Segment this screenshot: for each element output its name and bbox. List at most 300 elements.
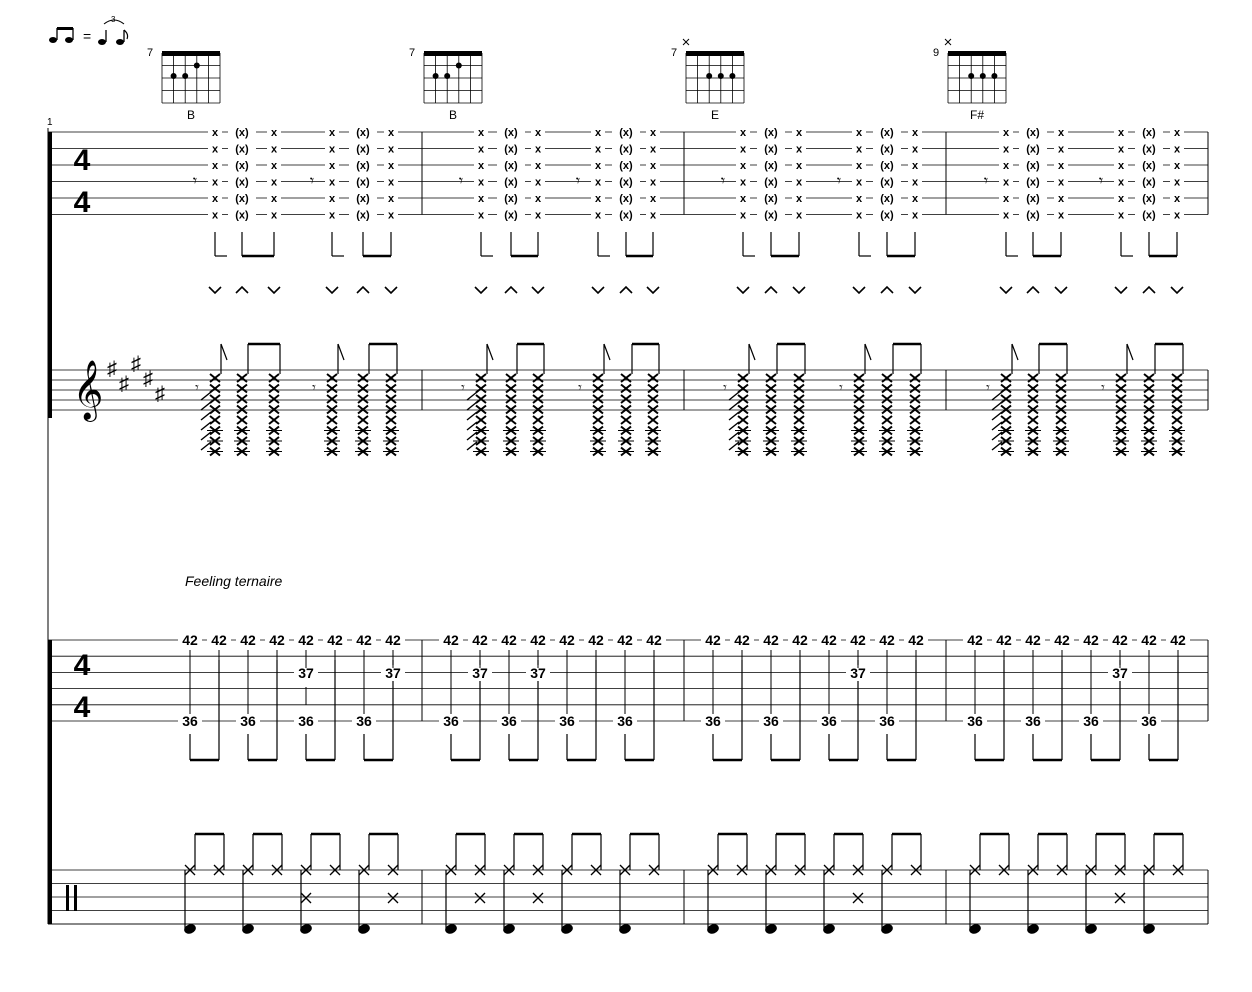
chord-dot (706, 73, 712, 79)
mute-note: x (911, 209, 919, 222)
mute-note: x (795, 160, 803, 172)
strum-arpeggio (729, 432, 739, 440)
snare-note: 37 (385, 665, 401, 681)
hihat-note: 42 (1112, 632, 1128, 648)
downstroke-icon (1171, 287, 1183, 293)
ghost-note: (x) (235, 143, 249, 156)
chord-dot (433, 73, 439, 79)
chord-diagram-b (162, 51, 220, 103)
ghost-note: (x) (619, 209, 633, 222)
downstroke-icon (853, 287, 865, 293)
hihat-note: 42 (617, 632, 633, 648)
strum-arpeggio (467, 432, 477, 440)
time-signature-bottom: 4 (73, 186, 91, 219)
mute-note: x (328, 127, 336, 139)
chord-dot (729, 73, 735, 79)
eighth-rest-icon: 𝄾 (986, 379, 990, 395)
upstroke-icon (1027, 287, 1039, 293)
eighth-rest-icon: 𝄾 (192, 173, 198, 190)
bass-note: 36 (443, 713, 459, 729)
mute-note: x (328, 193, 336, 205)
percussion-clef-icon (74, 885, 77, 911)
ghost-note: (x) (235, 193, 249, 205)
mute-note: x (270, 209, 278, 222)
mute-note: x (387, 209, 395, 222)
chord-dot (194, 63, 200, 69)
system-bracket (48, 132, 52, 418)
strum-arpeggio (992, 412, 1002, 420)
downstroke-icon (268, 287, 280, 293)
ghost-note: (x) (1142, 209, 1156, 222)
eighth-rest-icon: 𝄾 (575, 173, 581, 190)
strum-arpeggio (729, 422, 739, 430)
sharp-icon: ♯ (119, 373, 129, 395)
ghost-note: (x) (764, 143, 778, 156)
mute-note: x (594, 209, 602, 222)
mute-note: x (739, 193, 747, 205)
mute-note: x (1173, 127, 1181, 139)
note-flag (1127, 344, 1133, 360)
mute-note: x (911, 160, 919, 172)
mute-note: x (477, 176, 485, 189)
chord-dot (991, 73, 997, 79)
eighth-rest-icon: 𝄾 (720, 173, 726, 190)
bass-note: 36 (967, 713, 983, 729)
ghost-note: (x) (1026, 127, 1040, 139)
ghost-note: (x) (1026, 193, 1040, 205)
mute-note: x (387, 127, 395, 139)
mute-note: x (739, 127, 747, 139)
ghost-note: (x) (504, 160, 518, 172)
hihat-note: 42 (443, 632, 459, 648)
ghost-note: (x) (764, 193, 778, 205)
upstroke-icon (620, 287, 632, 293)
ghost-note: (x) (764, 160, 778, 172)
strum-arpeggio (201, 392, 211, 400)
mute-note: x (795, 193, 803, 205)
mute-note: x (855, 160, 863, 172)
strum-arpeggio (729, 402, 739, 410)
bass-note: 36 (1083, 713, 1099, 729)
hihat-note: 42 (763, 632, 779, 648)
strum-arpeggio (201, 402, 211, 410)
mute-note: x (911, 193, 919, 205)
hihat-note: 42 (821, 632, 837, 648)
hihat-note: 42 (501, 632, 517, 648)
ghost-note: (x) (235, 209, 249, 222)
mute-note: x (795, 209, 803, 222)
mute-note: x (534, 127, 542, 139)
chord-barre-nut (686, 51, 744, 56)
mute-note: x (855, 176, 863, 189)
downstroke-icon (475, 287, 487, 293)
downstroke-icon (737, 287, 749, 293)
measure-number: 1 (47, 117, 53, 128)
eighth-rest-icon: 𝄾 (1098, 173, 1104, 190)
hihat-note: 42 (182, 632, 198, 648)
eighth-rest-icon: 𝄾 (458, 173, 464, 190)
strum-arpeggio (201, 412, 211, 420)
ghost-note: (x) (880, 127, 894, 139)
ghost-note: (x) (504, 127, 518, 139)
mute-note: x (594, 143, 602, 156)
chord-diagram-b (424, 51, 482, 103)
mute-note: x (594, 176, 602, 189)
strum-arpeggio (992, 402, 1002, 410)
chord-dot (980, 73, 986, 79)
chord-fret-position: 7 (409, 47, 416, 59)
strum-arpeggio (467, 412, 477, 420)
downstroke-icon (209, 287, 221, 293)
downstroke-icon (385, 287, 397, 293)
strum-arpeggio (201, 422, 211, 430)
ghost-note: (x) (619, 176, 633, 189)
strum-arpeggio (467, 422, 477, 430)
sharp-icon: ♯ (143, 368, 153, 390)
hihat-note: 42 (472, 632, 488, 648)
ghost-note: (x) (356, 127, 370, 139)
sharp-icon: ♯ (155, 383, 165, 405)
mute-note: x (270, 176, 278, 189)
sharp-icon: ♯ (107, 358, 117, 380)
eighth-rest-icon: 𝄾 (983, 173, 989, 190)
eighth-rest-icon: 𝄾 (723, 379, 727, 395)
chord-fret-position: 7 (147, 47, 154, 59)
bass-note: 36 (501, 713, 517, 729)
strum-arpeggio (467, 392, 477, 400)
mute-note: x (594, 160, 602, 172)
ghost-note: (x) (1142, 143, 1156, 156)
mute-note: x (270, 193, 278, 205)
bass-note: 36 (879, 713, 895, 729)
percussion-clef-icon (66, 885, 69, 911)
ghost-note: (x) (619, 143, 633, 156)
chord-dot (444, 73, 450, 79)
mute-note: x (594, 193, 602, 205)
ghost-note: (x) (356, 143, 370, 156)
hihat-note: 42 (908, 632, 924, 648)
mute-note: x (387, 160, 395, 172)
mute-note: x (1117, 127, 1125, 139)
ghost-note: (x) (764, 127, 778, 139)
hihat-note: 42 (734, 632, 750, 648)
ghost-note: (x) (880, 176, 894, 189)
mute-note: x (270, 160, 278, 172)
chord-name: B (186, 108, 195, 122)
mute-note: x (534, 193, 542, 205)
bass-note: 36 (705, 713, 721, 729)
ghost-note: (x) (1142, 160, 1156, 172)
time-signature-bottom: 4 (73, 691, 91, 724)
upstroke-icon (357, 287, 369, 293)
mute-note: x (534, 209, 542, 222)
hihat-note: 42 (879, 632, 895, 648)
note-flag (1012, 344, 1018, 360)
mute-note: x (911, 143, 919, 156)
mute-note: x (211, 209, 219, 222)
strum-arpeggio (201, 442, 211, 450)
mute-note: x (477, 143, 485, 156)
mute-note: x (534, 143, 542, 156)
mute-note: x (1057, 209, 1065, 222)
note-flag (487, 344, 493, 360)
hihat-note: 42 (269, 632, 285, 648)
ghost-note: (x) (1142, 127, 1156, 139)
mute-note: x (649, 143, 657, 156)
bass-note: 36 (821, 713, 837, 729)
mute-note: x (855, 209, 863, 222)
hihat-note: 42 (356, 632, 372, 648)
ghost-note: (x) (235, 127, 249, 139)
ghost-note: (x) (619, 160, 633, 172)
mute-note: x (477, 209, 485, 222)
mute-note: x (1173, 193, 1181, 205)
mute-note: x (855, 193, 863, 205)
mute-note: x (795, 143, 803, 156)
snare-note: 37 (850, 665, 866, 681)
chord-diagram-fsharp (945, 39, 1006, 103)
mute-note: x (534, 176, 542, 189)
downstroke-icon (1055, 287, 1067, 293)
upstroke-icon (1143, 287, 1155, 293)
mute-note: x (594, 127, 602, 139)
chord-dot (718, 73, 724, 79)
mute-note: x (739, 160, 747, 172)
mute-note: x (795, 176, 803, 189)
eighth-rest-icon: 𝄾 (836, 173, 842, 190)
chord-dot (171, 73, 177, 79)
chord-dot (456, 63, 462, 69)
ghost-note: (x) (880, 209, 894, 222)
mute-note: x (1173, 143, 1181, 156)
mute-note: x (477, 160, 485, 172)
bass-note: 36 (240, 713, 256, 729)
bass-note: 36 (1025, 713, 1041, 729)
mute-note: x (1057, 160, 1065, 172)
mute-note: x (649, 193, 657, 205)
mute-note: x (328, 143, 336, 156)
ghost-note: (x) (880, 160, 894, 172)
ghost-note: (x) (356, 209, 370, 222)
eighth-rest-icon: 𝄾 (1101, 379, 1105, 395)
strum-arpeggio (729, 442, 739, 450)
hihat-note: 42 (1141, 632, 1157, 648)
downstroke-icon (647, 287, 659, 293)
chord-name: F# (969, 108, 984, 122)
strum-arpeggio (992, 442, 1002, 450)
strum-arpeggio (992, 422, 1002, 430)
mute-note: x (649, 209, 657, 222)
upstroke-icon (505, 287, 517, 293)
hihat-note: 42 (530, 632, 546, 648)
mute-note: x (211, 143, 219, 156)
chord-barre-nut (162, 51, 220, 56)
mute-note: x (1057, 127, 1065, 139)
mute-note: x (1057, 143, 1065, 156)
hihat-note: 42 (559, 632, 575, 648)
mute-note: x (211, 193, 219, 205)
mute-note: x (1002, 209, 1010, 222)
eighth-rest-icon: 𝄾 (309, 173, 315, 190)
svg-text:3: 3 (111, 15, 116, 24)
mute-note: x (1002, 143, 1010, 156)
strum-arpeggio (467, 402, 477, 410)
sharp-icon: ♯ (131, 353, 141, 375)
chord-fret-position: 9 (933, 47, 940, 59)
ghost-note: (x) (504, 193, 518, 205)
mute-note: x (855, 143, 863, 156)
bass-note: 36 (763, 713, 779, 729)
ghost-note: (x) (1026, 160, 1040, 172)
system-bracket (48, 640, 52, 924)
mute-note: x (1002, 176, 1010, 189)
chord-barre-nut (424, 51, 482, 56)
hihat-note: 42 (327, 632, 343, 648)
note-flag (604, 344, 610, 360)
upstroke-icon (881, 287, 893, 293)
ghost-note: (x) (619, 193, 633, 205)
mute-note: x (739, 209, 747, 222)
eighth-rest-icon: 𝄾 (839, 379, 843, 395)
ghost-note: (x) (880, 193, 894, 205)
hihat-note: 42 (211, 632, 227, 648)
ghost-note: (x) (1142, 176, 1156, 189)
mute-note: x (328, 160, 336, 172)
mute-note: x (387, 176, 395, 189)
ghost-note: (x) (356, 176, 370, 189)
mute-note: x (1002, 193, 1010, 205)
ghost-note: (x) (764, 176, 778, 189)
eighth-rest-icon: 𝄾 (461, 379, 465, 395)
mute-note: x (1057, 193, 1065, 205)
hihat-note: 42 (240, 632, 256, 648)
mute-note: x (211, 160, 219, 172)
mute-note: x (855, 127, 863, 139)
mute-note: x (649, 127, 657, 139)
time-signature-top: 4 (73, 144, 91, 177)
note-flag (338, 344, 344, 360)
ghost-note: (x) (356, 193, 370, 205)
upstroke-icon (236, 287, 248, 293)
mute-note: x (1173, 160, 1181, 172)
ghost-note: (x) (1026, 143, 1040, 156)
ghost-note: (x) (619, 127, 633, 139)
mute-note: x (328, 209, 336, 222)
note-flag (749, 344, 755, 360)
hihat-note: 42 (705, 632, 721, 648)
snare-note: 37 (298, 665, 314, 681)
mute-note: x (1117, 193, 1125, 205)
downstroke-icon (532, 287, 544, 293)
ghost-note: (x) (356, 160, 370, 172)
mute-note: x (534, 160, 542, 172)
hihat-note: 42 (850, 632, 866, 648)
hihat-note: 42 (1054, 632, 1070, 648)
mute-note: x (1117, 160, 1125, 172)
feeling-annotation: Feeling ternaire (185, 573, 283, 589)
ghost-note: (x) (504, 176, 518, 189)
ghost-note: (x) (1142, 193, 1156, 205)
chord-dot (968, 73, 974, 79)
ghost-note: (x) (504, 143, 518, 156)
ghost-note: (x) (880, 143, 894, 156)
mute-note: x (649, 160, 657, 172)
mute-note: x (739, 176, 747, 189)
hihat-note: 42 (646, 632, 662, 648)
downstroke-icon (592, 287, 604, 293)
chord-name: E (710, 108, 719, 122)
chord-barre-nut (948, 51, 1006, 56)
mute-note: x (270, 143, 278, 156)
hihat-note: 42 (967, 632, 983, 648)
time-signature-top: 4 (73, 649, 91, 682)
note-flag (221, 344, 227, 360)
mute-note: x (911, 127, 919, 139)
mute-note: x (795, 127, 803, 139)
eighth-rest-icon: 𝄾 (195, 379, 199, 395)
downstroke-icon (793, 287, 805, 293)
eighth-rest-icon: 𝄾 (578, 379, 582, 395)
downstroke-icon (326, 287, 338, 293)
note-flag (865, 344, 871, 360)
strum-arpeggio (201, 432, 211, 440)
mute-note: x (387, 143, 395, 156)
mute-note: x (1002, 127, 1010, 139)
mute-note: x (387, 193, 395, 205)
mute-note: x (1057, 176, 1065, 189)
mute-note: x (1173, 176, 1181, 189)
mute-note: x (1117, 143, 1125, 156)
mute-note: x (911, 176, 919, 189)
snare-note: 37 (530, 665, 546, 681)
eighth-rest-icon: 𝄾 (312, 379, 316, 395)
chord-dot (182, 73, 188, 79)
hihat-note: 42 (588, 632, 604, 648)
upstroke-icon (765, 287, 777, 293)
svg-text:=: = (83, 28, 92, 44)
bass-note: 36 (1141, 713, 1157, 729)
ghost-note: (x) (235, 176, 249, 189)
downstroke-icon (1115, 287, 1127, 293)
snare-note: 37 (472, 665, 488, 681)
hihat-note: 42 (385, 632, 401, 648)
ghost-note: (x) (235, 160, 249, 172)
mute-note: x (270, 127, 278, 139)
strum-arpeggio (729, 392, 739, 400)
mute-note: x (211, 176, 219, 189)
strum-arpeggio (467, 442, 477, 450)
chord-fret-position: 7 (671, 47, 678, 59)
hihat-note: 42 (1083, 632, 1099, 648)
ghost-note: (x) (764, 209, 778, 222)
strum-arpeggio (992, 392, 1002, 400)
mute-note: x (1117, 176, 1125, 189)
hihat-note: 42 (1025, 632, 1041, 648)
mute-note: x (477, 127, 485, 139)
ghost-note: (x) (1026, 209, 1040, 222)
treble-clef-icon: 𝄞 (72, 361, 104, 419)
bass-note: 36 (182, 713, 198, 729)
hihat-note: 42 (1170, 632, 1186, 648)
mute-note: x (1117, 209, 1125, 222)
chord-diagram-e (683, 39, 744, 103)
chord-name: B (448, 108, 457, 122)
mute-note: x (211, 127, 219, 139)
downstroke-icon (1000, 287, 1012, 293)
snare-note: 37 (1112, 665, 1128, 681)
bass-note: 36 (617, 713, 633, 729)
downstroke-icon (909, 287, 921, 293)
